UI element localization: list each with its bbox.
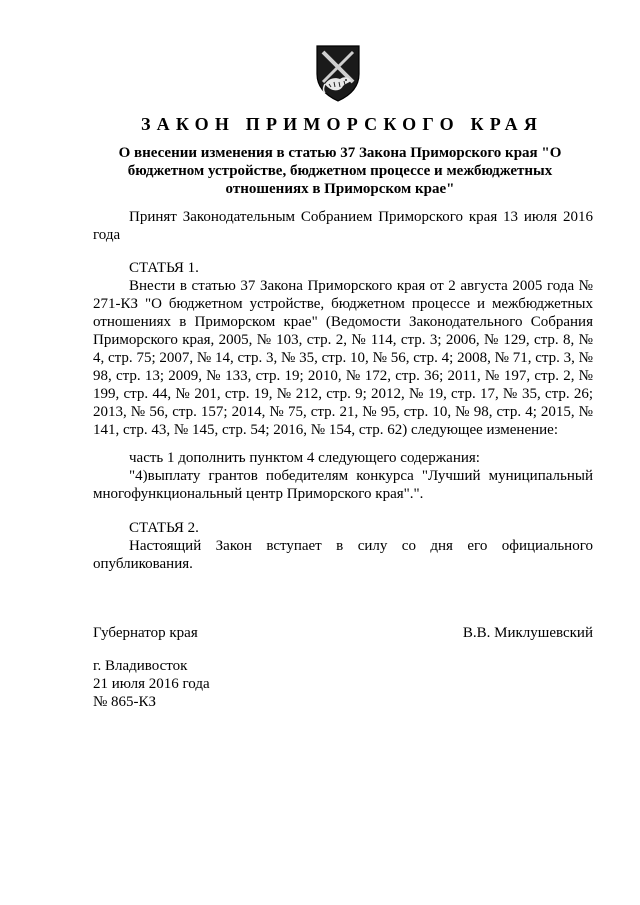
article-1-text: Внести в статью 37 Закона Приморского края от 2 августа 2005 года № 271-КЗ "О бюджетном устройстве, бюджетном процессе и межбюджетных отношениях в Приморском крае" (Ведомости Законодательного Собрания Приморского края, 2005, № 103, стр. 2, № 114, стр. 3; 2006, № 129, стр. 8, № 4, стр. 75; 2007, № 14, стр. 3, № 35, стр. 10, № 56, стр. 4; 2008, № 71, стр. 3, № 98, стр. 13; 2009, № 133, стр. 19; 2010, № 172, стр. 36; 2011, № 197, стр. 2, № 199, стр. 44, № 201, стр. 19, № 212, стр. 9; 2012, № 19, стр. 17, № 35, стр. 26; 2013, № 56, стр. 157; 2014, № 75, стр. 21, № 95, стр. 10, № 98, стр. 4; 2015, № 141, стр. 43, № 145, стр. 54; 2016, № 154, стр. 62) следующее изменение: (93, 278, 593, 438)
signing-city: г. Владивосток (93, 658, 188, 674)
article-2-heading: СТАТЬЯ 2. (129, 520, 199, 536)
article-1-quote: "4)выплату грантов победителям конкурса "Лучший муниципальный многофункциональный центр Приморского края".". (93, 468, 593, 502)
coat-of-arms-tiger-icon (315, 44, 361, 102)
article-1-heading: СТАТЬЯ 1. (129, 260, 199, 276)
article-1-part-line: часть 1 дополнить пунктом 4 следующего содержания: (129, 450, 480, 466)
document-subtitle: О внесении изменения в статью 37 Закона Приморского края "О бюджетном устройстве, бюджетном процессе и межбюджетных отношениях в Приморском крае" (118, 145, 562, 197)
document-title: ЗАКОН ПРИМОРСКОГО КРАЯ (140, 114, 544, 134)
signing-date: 21 июля 2016 года (93, 676, 210, 692)
law-number: № 865-КЗ (93, 694, 157, 710)
signatory-name: В.В. Миклушевский (462, 625, 593, 641)
article-2-text: Настоящий Закон вступает в силу со дня его официального опубликования. (93, 538, 593, 572)
adoption-statement: Принят Законодательным Собранием Приморского края 13 июля 2016 года (93, 209, 593, 243)
signatory-position: Губернатор края (93, 625, 198, 641)
